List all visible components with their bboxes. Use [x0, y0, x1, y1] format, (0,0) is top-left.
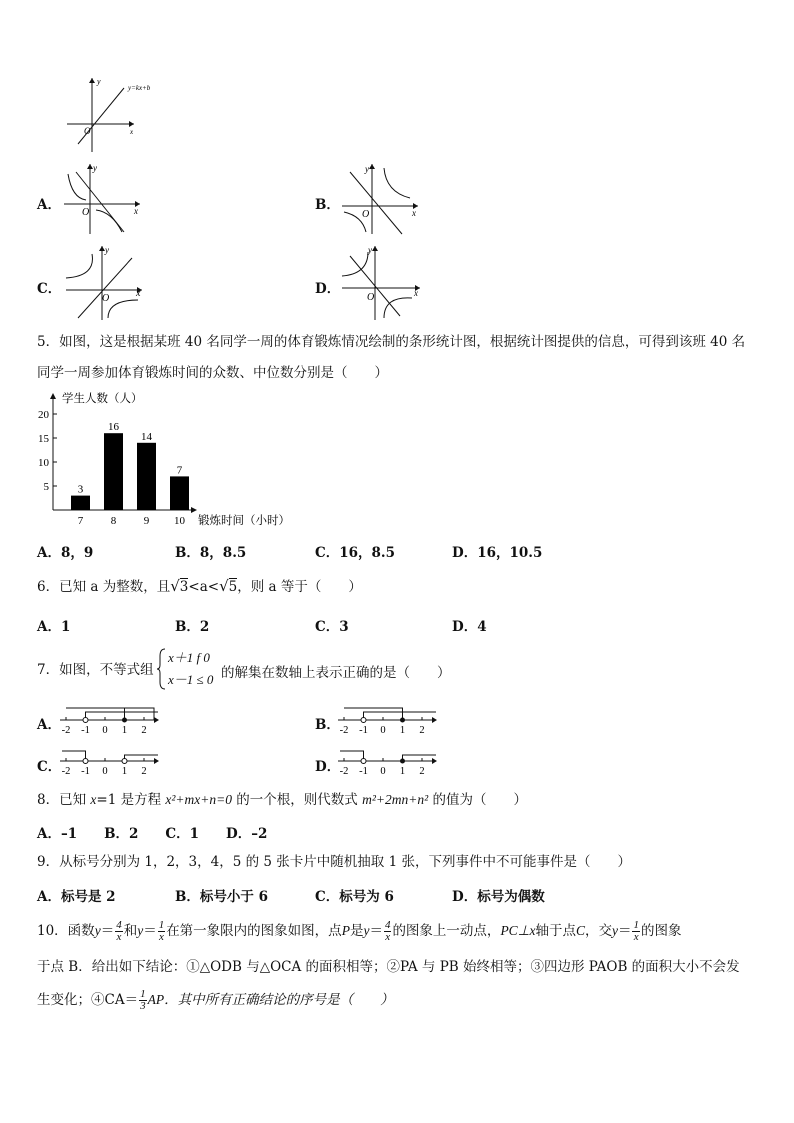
x-tick-label: 9: [143, 515, 150, 527]
option-d-graph: [340, 244, 425, 322]
q7-numberline-b: [336, 704, 442, 736]
q7-ineq-2: x－1 ≤ 0: [168, 672, 214, 687]
tick-label: -2: [61, 766, 71, 777]
q6-option-b[interactable]: B．2: [175, 619, 210, 635]
q6-option-c[interactable]: C．3: [315, 619, 349, 635]
option-b-label[interactable]: B．: [315, 197, 340, 213]
tick-label: -1: [359, 766, 368, 777]
tick-label: -2: [339, 725, 349, 736]
q5-line1: 5．如图，这是根据某班 40 名同学一周的体育锻炼情况绘制的条形统计图，根据统计图提供的信息，可得到该班 40 名: [37, 334, 746, 350]
q9-option-c[interactable]: C．标号为 6: [315, 889, 394, 905]
q7-numberline-a: [58, 704, 164, 736]
ray-ext: [125, 708, 155, 720]
bar-value-label: 7: [176, 464, 183, 477]
q5-option-a[interactable]: A．8，9: [37, 545, 94, 561]
svg-text:x: x: [412, 208, 416, 218]
q6-option-a[interactable]: A．1: [37, 619, 71, 635]
q10-line3: 生变化；④CA＝ $\frac{1}{3}$ AP．其中所有正确结论的序号是（ ）: [37, 988, 394, 1012]
ray-left: [66, 708, 125, 720]
svg-text:O: O: [367, 292, 375, 303]
bar: [170, 476, 189, 510]
sqrt5: √5: [219, 577, 238, 595]
q9-option-d[interactable]: D．标号为偶数: [452, 889, 545, 905]
tick-label: -1: [81, 725, 90, 736]
solid-point: [400, 718, 405, 723]
reference-linear-graph: [62, 78, 172, 156]
origin-label: O: [84, 126, 91, 136]
tick-label: -2: [339, 766, 349, 777]
q7-option-a[interactable]: A．: [37, 717, 61, 733]
tick-label: 0: [380, 725, 386, 736]
bar-value-label: 3: [77, 483, 84, 496]
q7-post: 的解集在数轴上表示正确的是（ ）: [221, 665, 451, 681]
axis-y-label: y: [97, 77, 101, 86]
axis-arrow: [154, 717, 159, 723]
open-point: [361, 718, 366, 723]
axis-arrow: [432, 758, 437, 764]
open-point: [83, 759, 88, 764]
tick-label: -1: [359, 725, 368, 736]
y-tick-label: 10: [38, 457, 49, 469]
solid-point: [122, 718, 127, 723]
option-a-label[interactable]: A．: [37, 197, 61, 213]
svg-text:y: y: [368, 245, 372, 255]
open-point: [83, 718, 88, 723]
q7-option-b[interactable]: B．: [315, 717, 340, 733]
y-tick-label: 5: [43, 481, 49, 493]
q5-line2: 同学一周参加体育锻炼时间的众数、中位数分别是（ ）: [37, 365, 388, 381]
q8-stem: 8．已知 x=1 是方程 x²+mx+n=0 的一个根，则代数式 m²+2mn+n² 的值为（ ）: [37, 792, 527, 808]
svg-text:O: O: [362, 209, 370, 220]
tick-label: -2: [61, 725, 71, 736]
tick-label: 2: [141, 725, 147, 736]
y-tick-label: 15: [38, 433, 49, 445]
q5-option-d[interactable]: D．16，10.5: [452, 545, 543, 561]
bar-value-label: 16: [108, 421, 119, 434]
q7-brace: [157, 648, 167, 690]
tick-label: -1: [81, 766, 90, 777]
tick-label: 1: [121, 725, 128, 736]
q7-option-c[interactable]: C．: [37, 759, 62, 775]
ray-right: [364, 712, 437, 720]
tick-label: 1: [399, 725, 406, 736]
bar: [137, 443, 156, 510]
x-axis-title: 锻炼时间（小时）: [198, 515, 290, 527]
q5-option-c[interactable]: C．16，8.5: [315, 545, 396, 561]
bar: [104, 433, 123, 510]
option-d-label[interactable]: D．: [315, 281, 341, 297]
q6-option-d[interactable]: D．4: [452, 619, 487, 635]
x-tick-label: 8: [110, 515, 117, 527]
q7-ineq-1: x＋1 f 0: [168, 650, 210, 665]
open-point: [361, 759, 366, 764]
axis-arrow: [432, 717, 437, 723]
bar: [71, 496, 90, 510]
sqrt3: √3: [170, 577, 189, 595]
x-tick-label: 7: [77, 515, 84, 527]
q7-pre: 7．如图，不等式组: [37, 662, 154, 678]
svg-text:O: O: [82, 207, 90, 218]
ray-right: [125, 755, 159, 761]
solid-point: [400, 759, 405, 764]
bar-chart: [36, 390, 306, 530]
ray-right: [403, 755, 437, 761]
tick-label: 1: [399, 766, 406, 777]
axis-arrow: [154, 758, 159, 764]
svg-text:y: y: [365, 164, 369, 174]
y-tick-label: 20: [38, 409, 49, 421]
q9-option-a[interactable]: A．标号是 2: [37, 889, 116, 905]
svg-text:x: x: [136, 288, 141, 299]
fn-label: y=kx+b: [128, 84, 151, 92]
option-a-graph: [62, 162, 147, 237]
svg-text:y: y: [105, 245, 109, 255]
tick-label: 0: [102, 766, 108, 777]
q8-options[interactable]: A．–1 B．2 C．1 D．–2: [37, 826, 268, 842]
option-c-graph: [62, 244, 152, 322]
q9-stem: 9．从标号分别为 1，2，3，4，5 的 5 张卡片中随机抽取 1 张，下列事件中不可能事件是（ ）: [37, 854, 631, 870]
q7-numberline-c: [58, 745, 164, 777]
q10-line1: 10．函数y＝ $\frac{4}{x}$ 和y＝ $\frac{1}{x}$ 在第一象限内的图象如图，点P是y＝ $\frac{4}{x}$ 的图象上一动点，PC⊥x轴于点C，交y＝ $\frac{1}{x}$ 的图象: [37, 919, 682, 943]
svg-text:x: x: [414, 288, 418, 298]
svg-text:y: y: [93, 163, 97, 173]
q7-option-d[interactable]: D．: [315, 759, 341, 775]
ray-left: [344, 708, 403, 720]
y-axis-title: 学生人数（人）: [62, 393, 143, 405]
x-tick-label: 10: [174, 515, 185, 527]
q6-stem: 6．已知 a 为整数，且√3<a<√5，则 a 等于（ ）: [37, 577, 362, 595]
q5-option-b[interactable]: B．8，8.5: [175, 545, 247, 561]
tick-label: 0: [380, 766, 386, 777]
q7-numberline-d: [336, 745, 442, 777]
ray-right: [86, 712, 159, 720]
bar-value-label: 14: [141, 430, 152, 443]
q9-option-b[interactable]: B．标号小于 6: [175, 889, 269, 905]
tick-label: 1: [121, 766, 128, 777]
svg-text:O: O: [102, 293, 110, 304]
tick-label: 2: [419, 766, 425, 777]
q10-line2: 于点 B．给出如下结论：①△ODB 与△OCA 的面积相等；②PA 与 PB 始终相等；③四边形 PAOB 的面积大小不会发: [37, 959, 740, 975]
option-b-graph: [340, 162, 425, 237]
tick-label: 0: [102, 725, 108, 736]
axis-x-label: x: [130, 128, 134, 136]
open-point: [122, 759, 127, 764]
svg-text:x: x: [134, 206, 138, 216]
option-c-label[interactable]: C．: [37, 281, 62, 297]
tick-label: 2: [419, 725, 425, 736]
tick-label: 2: [141, 766, 147, 777]
